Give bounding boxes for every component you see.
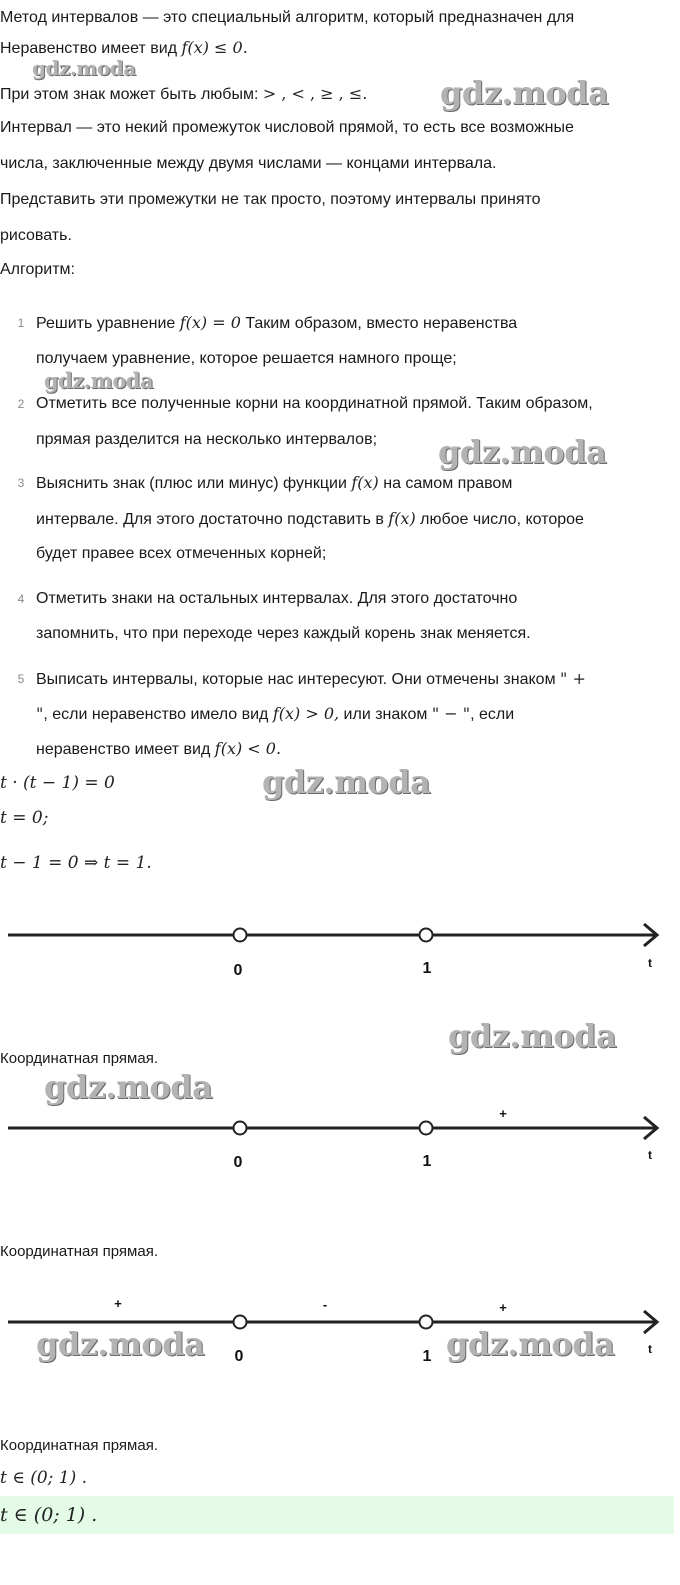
point-0 — [234, 1316, 247, 1329]
axis-variable: t — [648, 1148, 652, 1162]
step-text: Решить уравнение — [36, 315, 180, 332]
quote: " — [36, 704, 44, 723]
watermark: gdz.moda — [438, 433, 607, 471]
intro-line-4: Интервал — это некий промежуток числовой прямой, то есть все возможные — [0, 119, 574, 136]
inequality: f(x) > 0, — [272, 704, 340, 723]
step-2-line-b: прямая разделится на несколько интервалов; — [36, 431, 378, 448]
step-5-line-c — [36, 739, 281, 760]
watermark: gdz.moda — [32, 56, 136, 80]
step-text: на самом правом — [378, 475, 513, 492]
step-3-line-c: будет правее всех отмеченных корней; — [36, 545, 327, 562]
step-text: Выяснить знак (плюс или минус) функции — [36, 475, 352, 492]
step-number: 3 — [17, 476, 25, 490]
sign-list: > , < , ≥ , ≤. — [262, 84, 368, 103]
intro-line-3-text: При этом знак может быть любым: — [0, 86, 263, 103]
intro-line-8: Алгоритм: — [0, 261, 75, 278]
step-number: 5 — [17, 672, 25, 686]
step-text: Выписать интервалы, которые нас интересуют. Они отмечены знаком — [36, 671, 561, 688]
minus-sign: " − " — [431, 704, 471, 723]
step-2-line-a: Отметить все полученные корни на координатной прямой. Таким образом, — [36, 395, 593, 412]
inequality-form: f(x) ≤ 0. — [181, 38, 248, 57]
function: f(x) — [388, 509, 416, 528]
answer-highlight — [0, 1496, 674, 1534]
point-label-1: 1 — [422, 1348, 432, 1365]
watermark: gdz.moda — [446, 1325, 615, 1363]
point-label-1: 1 — [422, 960, 432, 977]
point-1 — [420, 929, 433, 942]
function: f(x) — [351, 473, 379, 492]
number-line-1 — [0, 905, 680, 985]
equation: f(x) = 0 — [179, 313, 241, 332]
point-label-0: 0 — [233, 962, 243, 979]
step-text: неравенство имеет вид — [36, 741, 215, 758]
step-text: интервале. Для этого достаточно подставить в — [36, 511, 389, 528]
step-number: 4 — [17, 592, 25, 606]
point-1 — [420, 1316, 433, 1329]
watermark: gdz.moda — [440, 74, 609, 112]
equation-root-0: t = 0; — [0, 808, 49, 828]
intro-line-7: рисовать. — [0, 227, 72, 244]
intro-line-2-text: Неравенство имеет вид — [0, 40, 182, 57]
watermark: gdz.moda — [36, 1325, 205, 1363]
sign-middle-interval: - — [322, 1297, 328, 1312]
point-1 — [420, 1122, 433, 1135]
caption-1: Координатная прямая. — [0, 1050, 158, 1067]
caption-2: Координатная прямая. — [0, 1243, 158, 1260]
answer-line-2: t ∈ (0; 1) . — [0, 1504, 98, 1526]
step-number: 2 — [17, 397, 25, 411]
step-text: , если — [470, 706, 515, 723]
sign-right-interval: + — [499, 1300, 507, 1315]
intro-line-6: Представить эти промежутки не так просто, поэтому интервалы принято — [0, 191, 541, 208]
point-label-1: 1 — [422, 1153, 432, 1170]
step-1-line-a — [36, 313, 517, 334]
plus-sign: " + — [560, 669, 586, 688]
intro-line-3 — [0, 84, 367, 105]
watermark: gdz.moda — [44, 1068, 213, 1106]
answer-line-1: t ∈ (0; 1) . — [0, 1468, 88, 1488]
step-1-line-b: получаем уравнение, которое решается намного проще; — [36, 350, 457, 367]
inequality: f(x) < 0. — [214, 739, 282, 758]
step-4-line-a: Отметить знаки на остальных интервалах. Для этого достаточно — [36, 590, 518, 607]
axis-variable: t — [648, 1342, 652, 1356]
intro-line-5: числа, заключенные между двумя числами — концами интервала. — [0, 155, 497, 172]
watermark: gdz.moda — [262, 763, 431, 801]
equation-product: t · (t − 1) = 0 — [0, 773, 115, 793]
point-0 — [234, 1122, 247, 1135]
intro-line-1: Метод интервалов — это специальный алгоритм, который предназначен для — [0, 9, 575, 26]
step-5-line-b — [36, 704, 514, 725]
equation-root-1: t − 1 = 0 ⇒ t = 1. — [0, 853, 152, 873]
point-label-0: 0 — [234, 1348, 244, 1365]
axis-variable: t — [648, 956, 652, 970]
caption-3: Координатная прямая. — [0, 1437, 158, 1454]
watermark: gdz.moda — [44, 368, 154, 393]
step-3-line-b — [36, 509, 584, 530]
step-5-line-a — [36, 669, 586, 690]
step-text: любое число, которое — [415, 511, 584, 528]
point-0 — [234, 929, 247, 942]
step-4-line-b: запомнить, что при переходе через каждый корень знак меняется. — [36, 625, 531, 642]
step-3-line-a — [36, 473, 512, 494]
step-text: , если неравенство имело вид — [43, 706, 273, 723]
number-line-2 — [0, 1098, 680, 1178]
watermark: gdz.moda — [448, 1017, 617, 1055]
point-label-0: 0 — [233, 1154, 243, 1171]
step-text: Таким образом, вместо неравенства — [240, 315, 518, 332]
sign-left-interval: + — [114, 1296, 122, 1311]
sign-right-interval: + — [499, 1106, 507, 1121]
step-number: 1 — [17, 316, 25, 330]
step-text: или знаком — [339, 706, 432, 723]
